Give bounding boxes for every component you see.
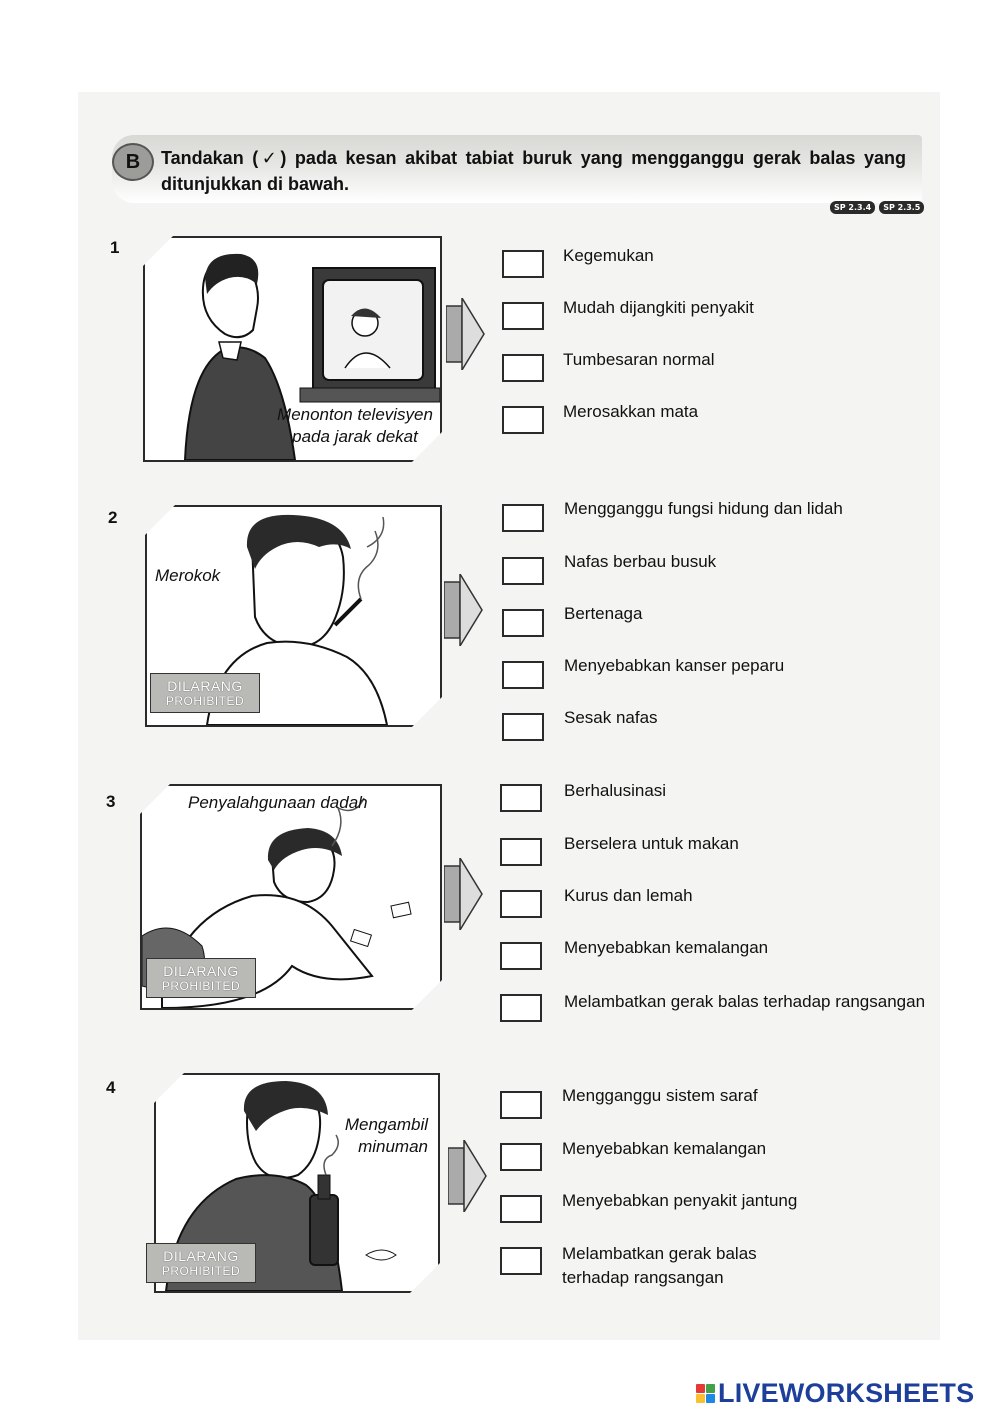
answer-option: Mengganggu fungsi hidung dan lidah (564, 499, 843, 518)
illustration-caption: Merokok (155, 566, 221, 585)
answer-checkbox[interactable] (500, 1195, 542, 1223)
question-number: 2 (108, 508, 118, 527)
answer-checkbox[interactable] (500, 942, 542, 970)
arrow-right-icon (444, 858, 484, 930)
prohibited-sign (150, 673, 260, 713)
answer-option: Menyebabkan penyakit jantung (562, 1191, 798, 1210)
answer-checkbox[interactable] (502, 354, 544, 382)
answer-option: Kegemukan (563, 246, 654, 265)
question-number: 1 (110, 238, 120, 257)
sign-text: DILARANG (163, 1248, 239, 1264)
answer-checkbox[interactable] (502, 609, 544, 637)
arrow-right-icon (444, 574, 484, 646)
illustration-caption (332, 1114, 428, 1158)
answer-option: Melambatkan gerak balas terhadap rangsangan (562, 1244, 757, 1287)
question-number: 4 (106, 1078, 116, 1097)
answer-checkbox[interactable] (500, 1143, 542, 1171)
answer-option: Menyebabkan kanser peparu (564, 656, 785, 675)
answer-option: Melambatkan gerak balas terhadap rangsangan (564, 992, 926, 1011)
answer-option: Bertenaga (564, 604, 643, 623)
prohibited-sign (146, 1243, 256, 1283)
liveworksheets-logo (696, 1378, 974, 1409)
answer-option: Menyebabkan kemalangan (564, 938, 769, 957)
logo-mark-icon (696, 1384, 715, 1403)
standard-tag: SP 2.3.5 (879, 201, 924, 214)
sign-text: DILARANG (163, 963, 239, 979)
answer-checkbox[interactable] (500, 838, 542, 866)
illustration-caption: Menonton televisyen pada jarak dekat (277, 405, 433, 446)
answer-checkbox[interactable] (502, 504, 544, 532)
answer-option: Kurus dan lemah (564, 886, 693, 905)
answer-checkbox[interactable] (502, 250, 544, 278)
answer-option: Menyebabkan kemalangan (562, 1139, 767, 1158)
section-instruction: Tandakan (✓) pada kesan akibat tabiat buruk yang mengganggu gerak balas yang ditunjukkan di bawah. (161, 148, 906, 194)
caption-text: Mengambil minuman (344, 1115, 428, 1156)
arrow-right-icon (446, 298, 486, 370)
answer-checkbox[interactable] (500, 994, 542, 1022)
sign-text: PROHIBITED (165, 694, 245, 708)
sign-text: PROHIBITED (161, 979, 241, 993)
sign-text: DILARANG (167, 678, 243, 694)
answer-checkbox[interactable] (500, 890, 542, 918)
answer-checkbox[interactable] (502, 557, 544, 585)
arrow-right-icon (448, 1140, 488, 1212)
illustration-caption: Penyalahgunaan dadah (188, 793, 368, 812)
answer-checkbox[interactable] (500, 784, 542, 812)
answer-checkbox[interactable] (502, 661, 544, 689)
answer-option: Nafas berbau busuk (564, 552, 717, 571)
answer-option: Berhalusinasi (564, 781, 667, 800)
answer-option: Berselera untuk makan (564, 834, 739, 853)
sign-text: PROHIBITED (161, 1264, 241, 1278)
answer-checkbox[interactable] (502, 406, 544, 434)
standard-tag: SP 2.3.4 (830, 201, 875, 214)
answer-option: Sesak nafas (564, 708, 658, 727)
answer-checkbox[interactable] (502, 302, 544, 330)
answer-checkbox[interactable] (500, 1247, 542, 1275)
prohibited-sign (146, 958, 256, 998)
answer-option: Merosakkan mata (563, 402, 699, 421)
brand-name: LIVEWORKSHEETS (718, 1378, 975, 1408)
standard-tags (830, 201, 924, 214)
answer-option: Mudah dijangkiti penyakit (563, 298, 754, 317)
answer-option: Tumbesaran normal (563, 350, 715, 369)
answer-option: Mengganggu sistem saraf (562, 1086, 758, 1105)
bleed-through-background (880, 240, 940, 1340)
answer-checkbox[interactable] (502, 713, 544, 741)
question-number: 3 (106, 792, 116, 811)
section-badge: B (112, 143, 154, 181)
answer-checkbox[interactable] (500, 1091, 542, 1119)
